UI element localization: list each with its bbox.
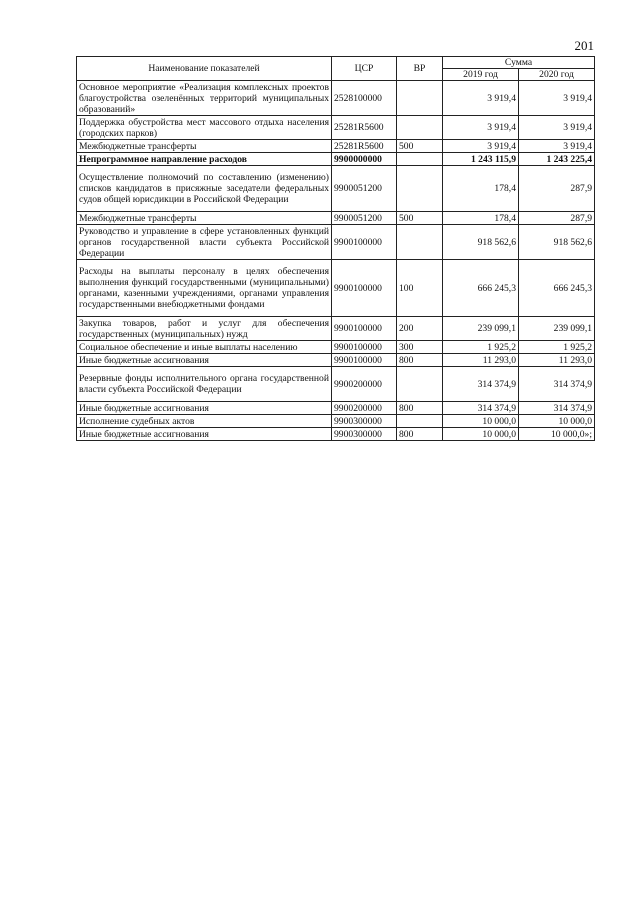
table-row bbox=[77, 341, 595, 354]
table-row bbox=[77, 415, 595, 428]
table-row bbox=[77, 260, 595, 317]
row-sum-2019: 918 562,6 bbox=[443, 225, 519, 260]
row-csr: 9900100000 bbox=[332, 341, 397, 354]
row-csr: 9900051200 bbox=[332, 212, 397, 225]
row-sum-2020: 3 919,4 bbox=[519, 140, 595, 153]
row-sum-2020: 314 374,9 bbox=[519, 367, 595, 402]
row-csr: 9900051200 bbox=[332, 166, 397, 212]
row-name: Расходы на выплаты персоналу в целях обеспечения выполнения функций государственными (муниципальными) органами, казенными учреждениями, органами управления государственными внебюджетными фондами bbox=[77, 260, 332, 317]
row-vr bbox=[397, 153, 443, 166]
table-row bbox=[77, 354, 595, 367]
row-name: Основное мероприятие «Реализация комплексных проектов благоустройства озеленённых территорий муниципальных образований» bbox=[77, 81, 332, 116]
budget-table bbox=[76, 56, 595, 441]
row-sum-2019: 3 919,4 bbox=[443, 81, 519, 116]
row-vr bbox=[397, 166, 443, 212]
table-body bbox=[77, 81, 595, 441]
row-name: Резервные фонды исполнительного органа государственной власти субъекта Российской Федерации bbox=[77, 367, 332, 402]
header-vr: ВР bbox=[397, 57, 443, 81]
table-row bbox=[77, 140, 595, 153]
row-sum-2020: 666 245,3 bbox=[519, 260, 595, 317]
row-csr: 9900100000 bbox=[332, 225, 397, 260]
row-sum-2019: 1 925,2 bbox=[443, 341, 519, 354]
table-row bbox=[77, 81, 595, 116]
row-sum-2020: 11 293,0 bbox=[519, 354, 595, 367]
row-name: Иные бюджетные ассигнования bbox=[77, 402, 332, 415]
row-csr: 9900100000 bbox=[332, 260, 397, 317]
row-csr: 25281R5600 bbox=[332, 116, 397, 140]
table-row bbox=[77, 317, 595, 341]
row-name: Иные бюджетные ассигнования bbox=[77, 428, 332, 441]
row-vr: 200 bbox=[397, 317, 443, 341]
row-name: Межбюджетные трансферты bbox=[77, 140, 332, 153]
row-sum-2019: 178,4 bbox=[443, 166, 519, 212]
row-sum-2019: 1 243 115,9 bbox=[443, 153, 519, 166]
row-sum-2019: 666 245,3 bbox=[443, 260, 519, 317]
row-csr: 9900100000 bbox=[332, 354, 397, 367]
row-sum-2019: 3 919,4 bbox=[443, 116, 519, 140]
row-name: Руководство и управление в сфере установленных функций органов государственной власти субъекта Российской Федерации bbox=[77, 225, 332, 260]
row-vr: 800 bbox=[397, 402, 443, 415]
row-sum-2019: 314 374,9 bbox=[443, 367, 519, 402]
row-vr bbox=[397, 81, 443, 116]
row-sum-2020: 239 099,1 bbox=[519, 317, 595, 341]
row-name: Межбюджетные трансферты bbox=[77, 212, 332, 225]
row-csr: 9900100000 bbox=[332, 317, 397, 341]
row-sum-2020: 287,9 bbox=[519, 166, 595, 212]
row-vr: 800 bbox=[397, 354, 443, 367]
row-csr: 9900300000 bbox=[332, 428, 397, 441]
row-name: Социальное обеспечение и иные выплаты населению bbox=[77, 341, 332, 354]
row-vr: 100 bbox=[397, 260, 443, 317]
header-sum: Сумма bbox=[443, 57, 595, 69]
table-row bbox=[77, 367, 595, 402]
row-vr: 500 bbox=[397, 212, 443, 225]
table-row bbox=[77, 166, 595, 212]
row-sum-2020: 10 000,0 bbox=[519, 415, 595, 428]
row-name: Закупка товаров, работ и услуг для обеспечения государственных (муниципальных) нужд bbox=[77, 317, 332, 341]
header-year-2020: 2020 год bbox=[519, 69, 595, 81]
row-vr bbox=[397, 367, 443, 402]
row-sum-2019: 11 293,0 bbox=[443, 354, 519, 367]
header-name: Наименование показателей bbox=[77, 57, 332, 81]
row-sum-2019: 178,4 bbox=[443, 212, 519, 225]
page-number: 201 bbox=[574, 38, 594, 53]
table-row bbox=[77, 116, 595, 140]
table-row bbox=[77, 428, 595, 441]
row-csr: 9900200000 bbox=[332, 402, 397, 415]
row-csr: 2528100000 bbox=[332, 81, 397, 116]
table-header bbox=[77, 57, 595, 81]
row-csr: 9900300000 bbox=[332, 415, 397, 428]
row-csr: 9900200000 bbox=[332, 367, 397, 402]
row-name: Иные бюджетные ассигнования bbox=[77, 354, 332, 367]
row-vr bbox=[397, 225, 443, 260]
row-sum-2019: 314 374,9 bbox=[443, 402, 519, 415]
row-csr: 25281R5600 bbox=[332, 140, 397, 153]
table-row bbox=[77, 402, 595, 415]
row-sum-2019: 3 919,4 bbox=[443, 140, 519, 153]
row-vr: 800 bbox=[397, 428, 443, 441]
row-sum-2020: 3 919,4 bbox=[519, 116, 595, 140]
row-vr bbox=[397, 116, 443, 140]
row-sum-2019: 239 099,1 bbox=[443, 317, 519, 341]
header-csr: ЦСР bbox=[332, 57, 397, 81]
row-sum-2020: 10 000,0»; bbox=[519, 428, 595, 441]
row-sum-2020: 314 374,9 bbox=[519, 402, 595, 415]
row-name: Поддержка обустройства мест массового отдыха населения (городских парков) bbox=[77, 116, 332, 140]
table-row bbox=[77, 153, 595, 166]
row-vr: 300 bbox=[397, 341, 443, 354]
row-sum-2019: 10 000,0 bbox=[443, 415, 519, 428]
row-sum-2020: 1 243 225,4 bbox=[519, 153, 595, 166]
table-row bbox=[77, 225, 595, 260]
table-row bbox=[77, 212, 595, 225]
row-sum-2020: 918 562,6 bbox=[519, 225, 595, 260]
header-year-2019: 2019 год bbox=[443, 69, 519, 81]
row-vr bbox=[397, 415, 443, 428]
row-name: Осуществление полномочий по составлению (изменению) списков кандидатов в присяжные заседатели федеральных судов общей юрисдикции в Российской Федерации bbox=[77, 166, 332, 212]
row-sum-2019: 10 000,0 bbox=[443, 428, 519, 441]
row-vr: 500 bbox=[397, 140, 443, 153]
row-sum-2020: 1 925,2 bbox=[519, 341, 595, 354]
row-name: Непрограммное направление расходов bbox=[77, 153, 332, 166]
row-name: Исполнение судебных актов bbox=[77, 415, 332, 428]
row-sum-2020: 3 919,4 bbox=[519, 81, 595, 116]
row-csr: 9900000000 bbox=[332, 153, 397, 166]
row-sum-2020: 287,9 bbox=[519, 212, 595, 225]
